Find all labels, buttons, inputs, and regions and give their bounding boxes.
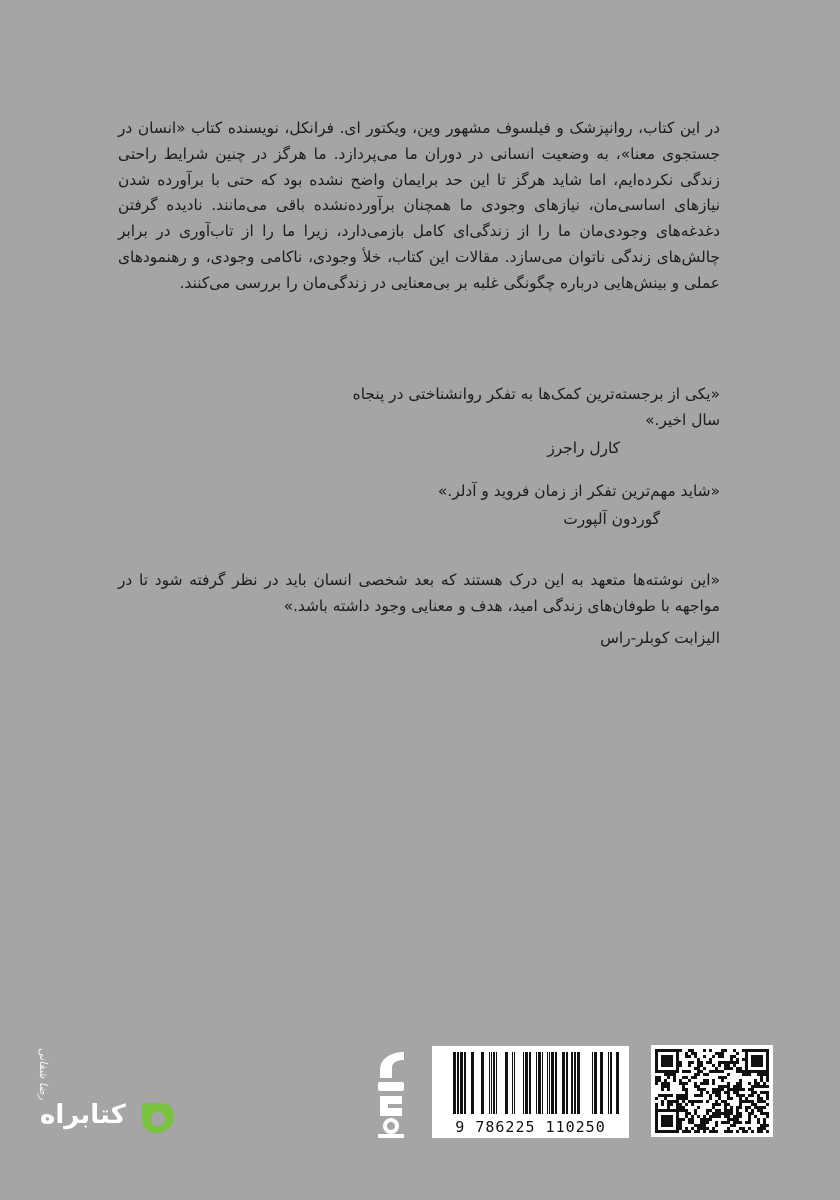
qr-code-icon[interactable] — [651, 1045, 773, 1137]
barcode-bars — [432, 1046, 629, 1116]
brand-logo[interactable] — [40, 1095, 200, 1139]
quote-kubler-ross — [118, 568, 720, 651]
brand-icon — [138, 1097, 178, 1137]
publisher-logo-icon — [372, 1048, 410, 1140]
isbn-digits: 9 786225 110250 — [455, 1118, 606, 1136]
book-description: در این کتاب، روانپزشک و فیلسوف مشهور وین، ویکتور ای. فرانکل، نویسنده کتاب «انسان در جستجوی معنا»، به وضعیت انسانی در دوران ما می‌پردازد. ما هرگز در چنین شرایط راحتی زندگی نکرده‌ایم، اما شاید هرگز تا این حد برایمان واضح نشده بود که حتی با برآورده شدن نیازهای اساسی‌مان، نیازهای وجودی ما همچنان برآورده‌نشده باقی می‌مانند. نادیده گرفتن دغدغه‌های وجودی‌مان ما را از زندگی‌ای کامل بازمی‌دارد، زیرا ما را از تاب‌آوری در برابر چالش‌های زندگی ناتوان می‌سازد. مقالات این کتاب، خلأ وجودی، ناکامی وجودی، و رهنمودهای عملی و بینش‌هایی درباره چگونگی غلبه بر بی‌معنایی در زندگی‌مان را بررسی می‌کنند. — [118, 119, 720, 292]
qr-code-graphic — [655, 1049, 769, 1133]
quote-author: گوردون آلپورت — [563, 509, 660, 528]
designer-signature: رضا شفانی — [37, 1048, 50, 1100]
isbn-barcode — [432, 1046, 629, 1138]
brand-name: کتابراه — [40, 1100, 126, 1130]
quote-text: «یکی از برجسته‌ترین کمک‌ها به تفکر روانشناختی در پنجاه سال اخیر.» — [352, 385, 720, 429]
quote-author: کارل راجرز — [547, 438, 620, 457]
quote-text: «شاید مهم‌ترین تفکر از زمان فروید و آدلر.» — [437, 482, 720, 500]
quote-allport — [320, 479, 720, 533]
quote-rogers — [320, 382, 720, 461]
quote-text: «این نوشته‌ها متعهد به این درک هستند که بعد شخصی انسان باید در نظر گرفته شود تا در مواجهه با طوفان‌های زندگی امید، هدف و معنایی وجود داشته باشد.» — [118, 571, 720, 615]
quote-author: الیزابت کوبلر-راس — [600, 628, 720, 647]
